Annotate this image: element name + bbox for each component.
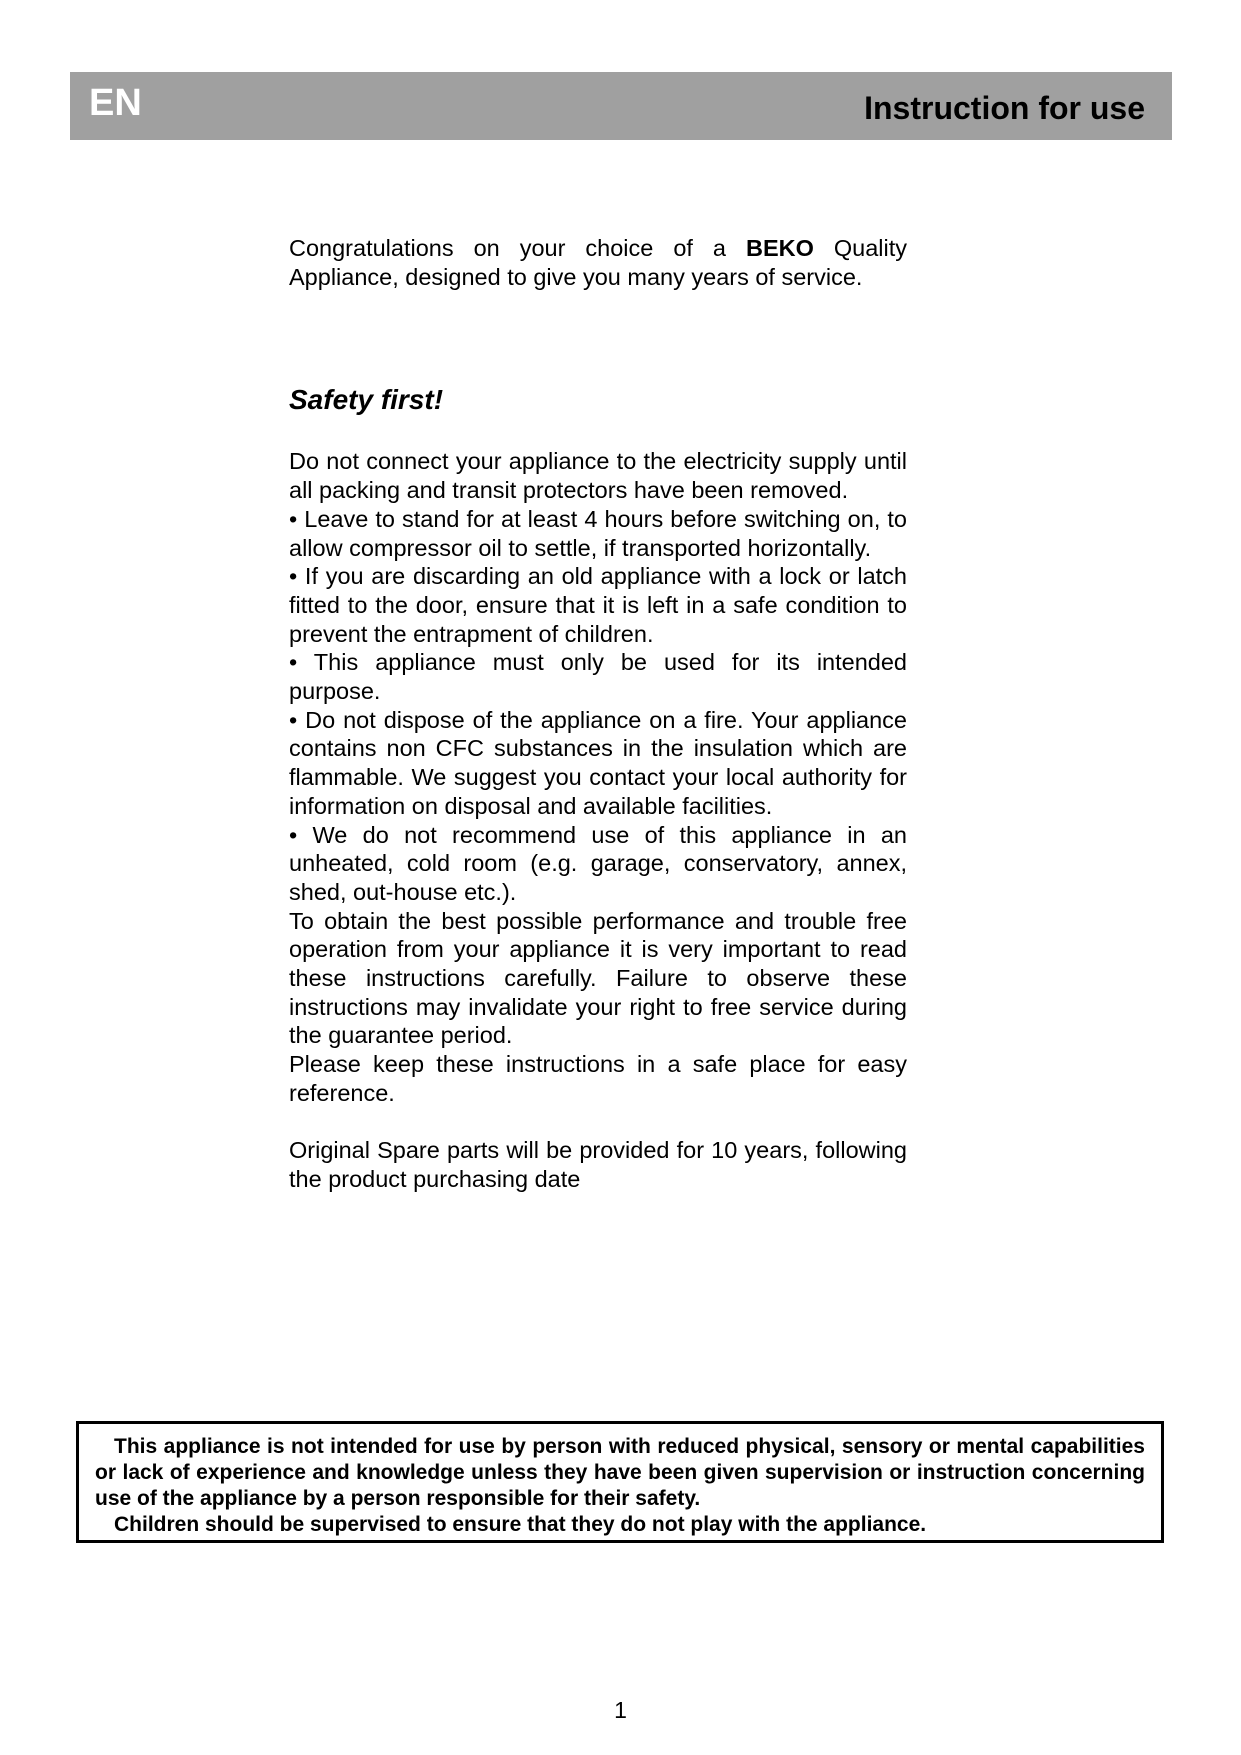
notice-text-children: Children should be supervised to ensure that they do not play with the appliance.	[114, 1513, 927, 1536]
safety-paragraph: Do not connect your appliance to the electricity supply until all packing and transit protectors have been removed.	[289, 448, 907, 504]
intro-text-start: Congratulations on your choice of a	[289, 235, 746, 261]
warning-notice-box	[76, 1421, 1164, 1543]
safety-paragraph: • We do not recommend use of this appliance in an unheated, cold room (e.g. garage, conservatory, annex, shed, out-house etc.).	[289, 821, 907, 905]
language-code: EN	[89, 82, 142, 124]
safety-paragraph: • Do not dispose of the appliance on a fire. Your appliance contains non CFC substances in the insulation which are flammable. We suggest you contact your local authority for information on disposal and available facilities.	[289, 706, 907, 819]
safety-paragraph: • This appliance must only be used for its intended purpose.	[289, 649, 907, 705]
safety-paragraph: To obtain the best possible performance and trouble free operation from your appliance it is very important to read these instructions carefully. Failure to observe these instructions may invalidate your right to free service during the guarantee period.	[289, 907, 907, 1049]
page-title: Instruction for use	[864, 90, 1145, 126]
safety-paragraph: Please keep these instructions in a safe place for easy reference.	[289, 1051, 907, 1106]
safety-heading: Safety first!	[289, 384, 444, 416]
intro-text-end: Quality Appliance, designed to give you many years of service.	[289, 235, 907, 290]
main-content	[289, 234, 907, 1194]
safety-paragraph: • If you are discarding an old appliance with a lock or latch fitted to the door, ensure that it is left in a safe condition to prevent the entrapment of children.	[289, 563, 907, 647]
notice-text-capabilities: This appliance is not intended for use by person with reduced physical, sensory or mental capabilities or lack of experience and knowledge unless they have been given supervision or instruction concerning use of the appliance by a person responsible for their safety.	[95, 1435, 1145, 1510]
safety-paragraph: • Leave to stand for at least 4 hours before switching on, to allow compressor oil to settle, if transported horizontally.	[289, 505, 907, 561]
header-bar	[70, 72, 1172, 140]
spare-parts-paragraph: Original Spare parts will be provided for 10 years, following the product purchasing date	[289, 1137, 907, 1192]
intro-paragraph	[289, 234, 907, 291]
brand-name: BEKO	[745, 235, 814, 261]
page-number: 1	[614, 1697, 627, 1723]
